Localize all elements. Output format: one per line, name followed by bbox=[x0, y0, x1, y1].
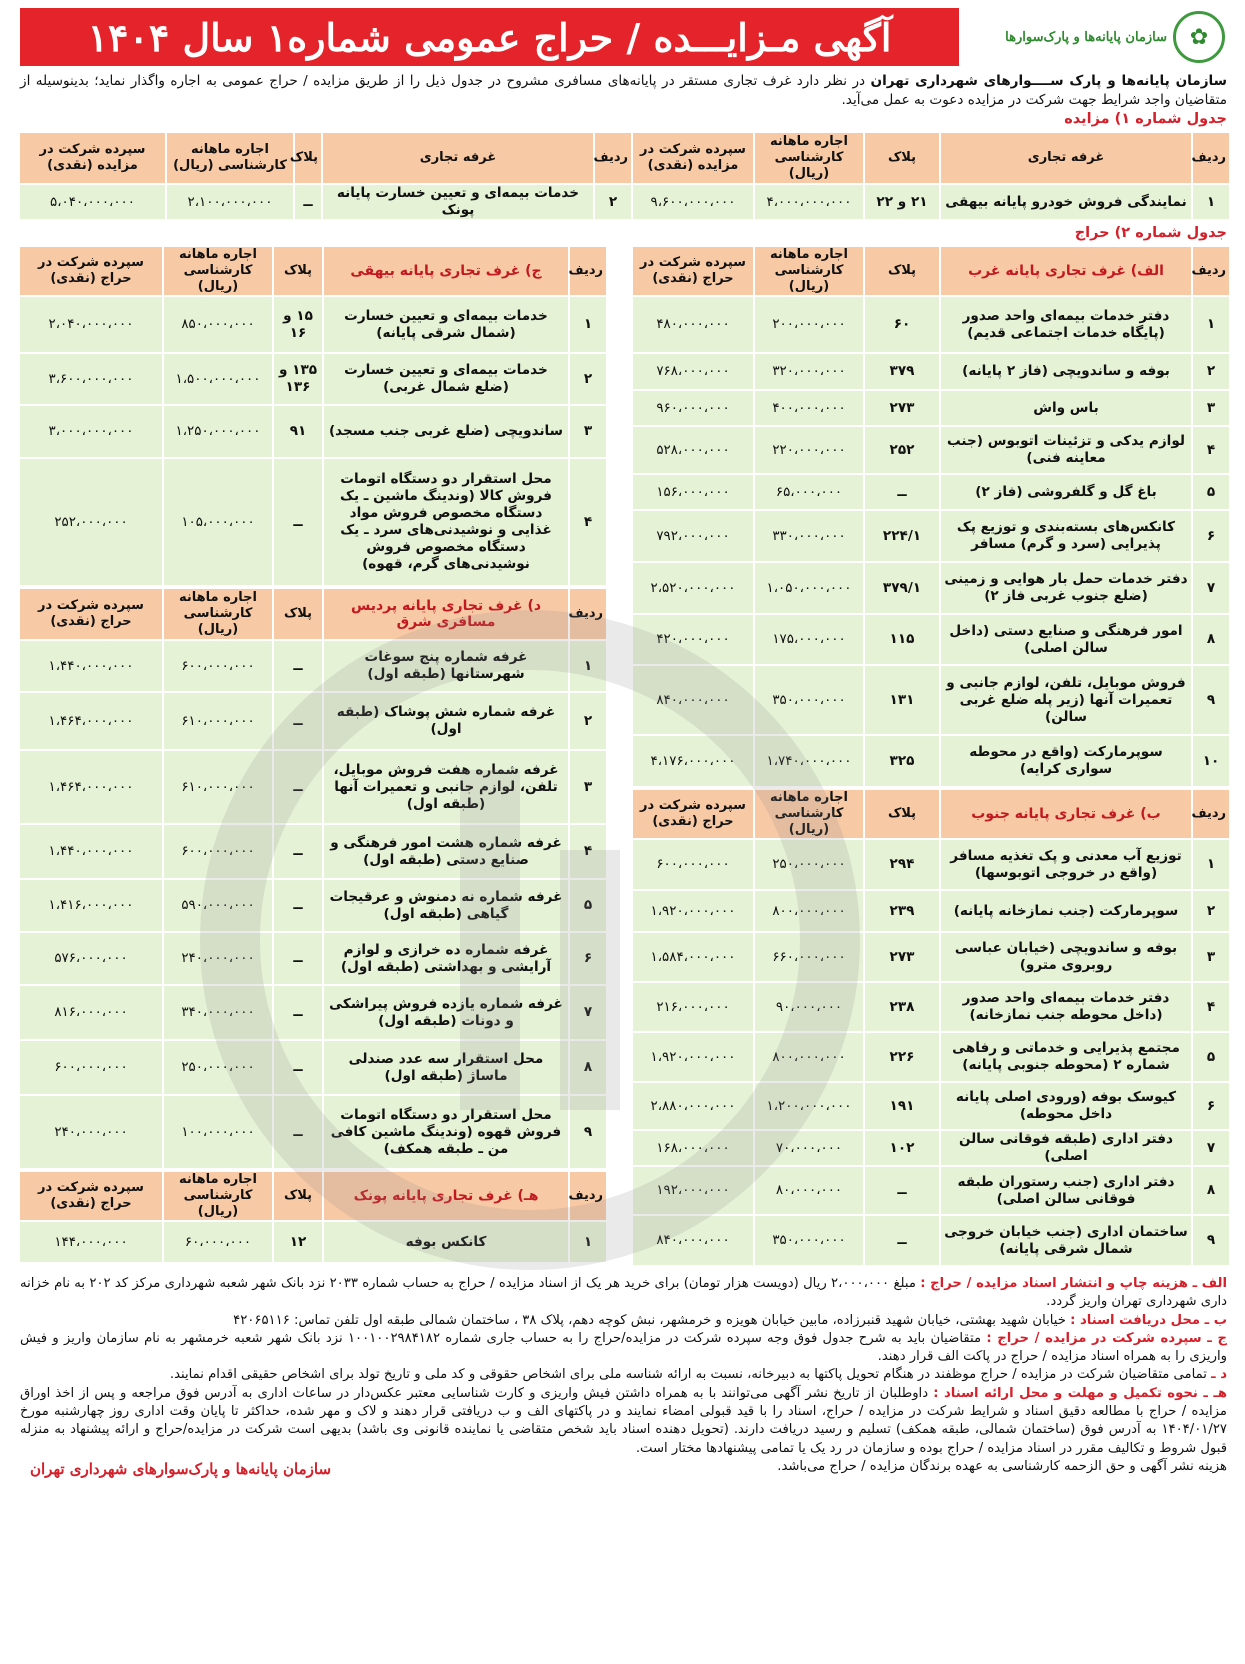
table-row bbox=[632, 839, 1230, 890]
plate: ۱۹۱ bbox=[864, 1082, 940, 1130]
plate: ۳۲۵ bbox=[864, 735, 940, 787]
plate: ۹۱ bbox=[273, 405, 323, 458]
plate: ۲۷۳ bbox=[864, 390, 940, 426]
booth-name: محل استقرار دو دستگاه اتومات فروش قهوه (وندینگ ماشین کافی من ـ طبقه همکف) bbox=[323, 1095, 569, 1169]
section-header-row bbox=[632, 789, 1230, 839]
rent: ۱،۲۰۰،۰۰۰،۰۰۰ bbox=[754, 1082, 864, 1130]
note-fees: سازمان پایانه‌ها و پارک‌سوارهای شهرداری تهران هزینه نشر آگهی و حق الزحمه کارشناسی به عهده برندگان مزایده / حراج می‌باشد. bbox=[30, 1458, 1227, 1478]
table-row bbox=[632, 735, 1230, 787]
deposit: ۳،۶۰۰،۰۰۰،۰۰۰ bbox=[19, 353, 163, 405]
deposit: ۶۰۰،۰۰۰،۰۰۰ bbox=[19, 1040, 163, 1095]
rent: ۸۰،۰۰۰،۰۰۰ bbox=[754, 1166, 864, 1215]
col-deposit: سپرده شرکت در مزایده (نقدی) bbox=[19, 132, 166, 184]
rent: ۳۴۰،۰۰۰،۰۰۰ bbox=[163, 985, 273, 1040]
booth-name: بوفه و ساندویچی (فاز ۲ پایانه) bbox=[940, 353, 1192, 390]
col-rent: اجاره ماهانه کارشناسی (ریال) bbox=[163, 588, 273, 640]
booth-name: غرفه شماره پنج سوغات شهرستانها (طبقه اول) bbox=[323, 640, 569, 692]
table-east-terminal bbox=[18, 587, 608, 1170]
col-deposit: سپرده شرکت در حراج (نقدی) bbox=[632, 246, 754, 296]
deposit: ۵۲۸،۰۰۰،۰۰۰ bbox=[632, 426, 754, 474]
row-number: ۹ bbox=[1192, 665, 1230, 735]
page-title: آگهی مـزایـــده / حراج عمومی شماره۱ سال ۱۴۰۴ bbox=[20, 8, 959, 66]
rent: ۳۳۰،۰۰۰،۰۰۰ bbox=[754, 510, 864, 562]
col-row: ردیف bbox=[569, 1171, 607, 1221]
table-row bbox=[632, 474, 1230, 510]
row-number: ۲ bbox=[1192, 353, 1230, 390]
section-header-row bbox=[632, 246, 1230, 296]
row-number: ۱ bbox=[1192, 296, 1230, 353]
deposit: ۸۱۶،۰۰۰،۰۰۰ bbox=[19, 985, 163, 1040]
section-header-row bbox=[19, 246, 607, 296]
deposit: ۳،۰۰۰،۰۰۰،۰۰۰ bbox=[19, 405, 163, 458]
col-deposit: سپرده شرکت در حراج (نقدی) bbox=[632, 789, 754, 839]
col-row: ردیف bbox=[594, 132, 632, 184]
footer-org: سازمان پایانه‌ها و پارک‌سوارهای شهرداری تهران bbox=[30, 1459, 332, 1478]
plate: ۲۵۲ bbox=[864, 426, 940, 474]
intro-org-name: سازمان پایانه‌ها و پارک ســــوارهای شهرداری تهران bbox=[870, 73, 1228, 89]
row-number: ۱ bbox=[1192, 839, 1230, 890]
booth-name: مجتمع پذیرایی و خدماتی و رفاهی شماره ۲ (محوطه جنوبی پایانه) bbox=[940, 1032, 1192, 1082]
deposit: ۱،۹۲۰،۰۰۰،۰۰۰ bbox=[632, 890, 754, 932]
deposit: ۱،۹۲۰،۰۰۰،۰۰۰ bbox=[632, 1032, 754, 1082]
deposit: ۱،۴۴۰،۰۰۰،۰۰۰ bbox=[19, 824, 163, 879]
row-number: ۲ bbox=[569, 692, 607, 750]
right-column bbox=[633, 245, 1231, 1267]
table-west-terminal bbox=[631, 245, 1231, 788]
rent: ۶۰۰،۰۰۰،۰۰۰ bbox=[163, 640, 273, 692]
row-number: ۱ bbox=[1192, 184, 1230, 220]
rent: ۱،۵۰۰،۰۰۰،۰۰۰ bbox=[163, 353, 273, 405]
row-number: ۱ bbox=[569, 296, 607, 353]
plate: ــ bbox=[273, 640, 323, 692]
col-plate: پلاک bbox=[273, 246, 323, 296]
deposit: ۱،۴۶۴،۰۰۰،۰۰۰ bbox=[19, 692, 163, 750]
deposit: ۱،۴۱۶،۰۰۰،۰۰۰ bbox=[19, 879, 163, 932]
table-row bbox=[19, 405, 607, 458]
col-plate: پلاک bbox=[273, 588, 323, 640]
plate: ــ bbox=[273, 932, 323, 985]
plate: ــ bbox=[273, 458, 323, 586]
col-deposit: سپرده شرکت در مزایده (نقدی) bbox=[632, 132, 754, 184]
row-number: ۴ bbox=[569, 458, 607, 586]
plate: ۱۱۵ bbox=[864, 614, 940, 665]
plate: ۲۷۳ bbox=[864, 932, 940, 982]
rent: ۴۰۰،۰۰۰،۰۰۰ bbox=[754, 390, 864, 426]
table-punak-terminal bbox=[18, 1170, 608, 1264]
deposit: ۲،۸۸۰،۰۰۰،۰۰۰ bbox=[632, 1082, 754, 1130]
intro-body: در نظر دارد غرف تجاری مستقر در پایانه‌های مسافری مشروح در جدول ذیل را از طریق مزایده / حراج عمومی به اجاره واگذار نماید؛ بدینوسیله از متقاضیان واجد شرایط جهت شرکت در مزایده دعوت به عمل می‌آید. bbox=[20, 73, 1227, 108]
table1-heading: جدول شماره ۱) مزایده bbox=[1064, 111, 1227, 127]
deposit: ۷۶۸،۰۰۰،۰۰۰ bbox=[632, 353, 754, 390]
row-number: ۸ bbox=[1192, 1166, 1230, 1215]
table-row bbox=[19, 879, 607, 932]
rent: ۸۵۰،۰۰۰،۰۰۰ bbox=[163, 296, 273, 353]
rent: ۶۱۰،۰۰۰،۰۰۰ bbox=[163, 692, 273, 750]
deposit: ۲۱۶،۰۰۰،۰۰۰ bbox=[632, 982, 754, 1032]
booth-name: دفتر خدمات بیمه‌ای واحد صدور (پایگاه خدمات اجتماعی قدیم) bbox=[940, 296, 1192, 353]
section-title: ب) غرف تجاری پایانه جنوب bbox=[940, 789, 1192, 839]
org-logo bbox=[959, 6, 1231, 68]
rent: ۶۰،۰۰۰،۰۰۰ bbox=[163, 1221, 273, 1263]
col-rent: اجاره ماهانه کارشناسی (ریال) bbox=[754, 789, 864, 839]
rent: ۱،۰۵۰،۰۰۰،۰۰۰ bbox=[754, 562, 864, 614]
row-number: ۹ bbox=[569, 1095, 607, 1169]
booth-name: ساختمان اداری (جنب خیابان خروجی شمال شرقی پایانه) bbox=[940, 1215, 1192, 1266]
deposit: ۱۴۴،۰۰۰،۰۰۰ bbox=[19, 1221, 163, 1263]
booth-name: ساندویچی (ضلع غربی جنب مسجد) bbox=[323, 405, 569, 458]
row-number: ۶ bbox=[569, 932, 607, 985]
row-number: ۳ bbox=[569, 405, 607, 458]
deposit: ۵،۰۴۰،۰۰۰،۰۰۰ bbox=[19, 184, 166, 220]
col-plate: پلاک bbox=[864, 789, 940, 839]
plate: ۳۷۹/۱ bbox=[864, 562, 940, 614]
table2-heading: جدول شماره ۲) حراج bbox=[1074, 225, 1227, 241]
table-row bbox=[632, 390, 1230, 426]
plate: ــ bbox=[864, 1166, 940, 1215]
table-row bbox=[632, 1032, 1230, 1082]
table-row bbox=[632, 426, 1230, 474]
col-row: ردیف bbox=[1192, 246, 1230, 296]
row-number: ۶ bbox=[1192, 1082, 1230, 1130]
plate: ــ bbox=[273, 692, 323, 750]
booth-name: کانکس‌های بسته‌بندی و توزیع پک پذیرایی (سرد و گرم) مسافر bbox=[940, 510, 1192, 562]
rent: ۴،۰۰۰،۰۰۰،۰۰۰ bbox=[754, 184, 864, 220]
deposit: ۷۹۲،۰۰۰،۰۰۰ bbox=[632, 510, 754, 562]
deposit: ۴۸۰،۰۰۰،۰۰۰ bbox=[632, 296, 754, 353]
plate: ۶۰ bbox=[864, 296, 940, 353]
row-number: ۸ bbox=[569, 1040, 607, 1095]
plate: ۱۲ bbox=[273, 1221, 323, 1263]
deposit: ۲۴۰،۰۰۰،۰۰۰ bbox=[19, 1095, 163, 1169]
plate: ۲۹۴ bbox=[864, 839, 940, 890]
deposit: ۱،۴۶۴،۰۰۰،۰۰۰ bbox=[19, 750, 163, 824]
row-number: ۲ bbox=[594, 184, 632, 220]
table-row bbox=[632, 1215, 1230, 1266]
row-number: ۲ bbox=[1192, 890, 1230, 932]
table-row bbox=[632, 982, 1230, 1032]
row-number: ۱۰ bbox=[1192, 735, 1230, 787]
note-be: ب ـ محل دریافت اسناد : خیابان شهید بهشتی، خیابان شهید قنبرزاده، مابین خیابان هویزه و خرمشهر، نبش کوچه دهم، پلاک ۳۸ ، ساختمان شمالی طبقه اول تلفن تماس: ۴۲۰۶۵۱۱۶ bbox=[233, 1312, 1227, 1328]
booth-name: لوازم یدکی و تزئینات اتوبوس (جنب معاینه فنی) bbox=[940, 426, 1192, 474]
plate: ــ bbox=[273, 824, 323, 879]
col-deposit: سپرده شرکت در حراج (نقدی) bbox=[19, 1171, 163, 1221]
table-row bbox=[19, 932, 607, 985]
table-row bbox=[19, 184, 1230, 220]
row-number: ۲ bbox=[569, 353, 607, 405]
col-rent: اجاره ماهانه کارشناسی (ریال) bbox=[754, 132, 864, 184]
table-row bbox=[632, 562, 1230, 614]
org-emblem-icon: ✿ bbox=[1173, 11, 1225, 63]
rent: ۸۰۰،۰۰۰،۰۰۰ bbox=[754, 1032, 864, 1082]
booth-name: غرفه شماره نه دمنوش و عرقیجات گیاهی (طبقه اول) bbox=[323, 879, 569, 932]
deposit: ۶۰۰،۰۰۰،۰۰۰ bbox=[632, 839, 754, 890]
note-he: هـ ـ نحوه تکمیل و مهلت و محل ارائه اسناد : داوطلبان از تاریخ نشر آگهی می‌توانند با به همراه داشتن فیش واریزی و کارت شناسایی معتبر عکس‌دار در ساعات اداری به آدرس فوق مراجعه و پس از اخذ اوراق مزایده / حراج با مطالعه دقیق اسناد و شرایط شرکت در مزایده / حراج، اسناد را با قید قبولی امضاء نمایند و در پاکتهای الف و ب دریافتی قرار دهند و لاک و مهر شده، حداکثر تا پایان وقت اداری روز چهارشنبه مورخ ۱۴۰۴/۰۱/۲۷ به آدرس فوق (ساختمان شمالی، طبقه همکف) تسلیم و رسید دریافت دارند. (تحویل دهنده اسناد باید شخص متقاضی یا نماینده قانونی وی باشد) بدیهی است شرکت در مزایده/حراج و ارائه پیشنهاد به منزله قبول شروط و تکالیف مقرر در اسناد مزایده / حراج بوده و سازمان در رد یک یا تمامی پیشنهادها مختار است. bbox=[20, 1385, 1227, 1456]
deposit: ۱۹۲،۰۰۰،۰۰۰ bbox=[632, 1166, 754, 1215]
rent: ۵۹۰،۰۰۰،۰۰۰ bbox=[163, 879, 273, 932]
booth-name: نمایندگی فروش خودرو پایانه بیهقی bbox=[940, 184, 1192, 220]
plate: ۲۳۹ bbox=[864, 890, 940, 932]
deposit: ۴۲۰،۰۰۰،۰۰۰ bbox=[632, 614, 754, 665]
booth-name: محل استقرار دو دستگاه اتومات فروش کالا (وندینگ ماشین ـ یک دستگاه مخصوص فروش مواد غذایی و نوشیدنی‌های سرد ـ یک دستگاه مخصوص فروش نوشیدنی‌های گرم، قهوه) bbox=[323, 458, 569, 586]
rent: ۲،۱۰۰،۰۰۰،۰۰۰ bbox=[166, 184, 294, 220]
rent: ۷۰،۰۰۰،۰۰۰ bbox=[754, 1130, 864, 1166]
auction-table bbox=[18, 131, 1231, 221]
sale-tables bbox=[20, 245, 1231, 1267]
col-deposit: سپرده شرکت در حراج (نقدی) bbox=[19, 246, 163, 296]
table-row bbox=[632, 614, 1230, 665]
row-number: ۴ bbox=[1192, 982, 1230, 1032]
row-number: ۷ bbox=[1192, 1130, 1230, 1166]
note-alef: الف ـ هزینه چاپ و انتشار اسناد مزایده / حراج : مبلغ ۲،۰۰۰،۰۰۰ ریال (دویست هزار تومان) برای خرید هر یک از اسناد مزایده / حراج به حساب شماره ۲۰۳۳ نزد بانک شهر شعبه شهرداری مرکز کد ۲۰۲ به نام خزانه داری شهرداری تهران واریز گردد. bbox=[20, 1276, 1227, 1310]
row-number: ۳ bbox=[1192, 390, 1230, 426]
deposit: ۹،۶۰۰،۰۰۰،۰۰۰ bbox=[632, 184, 754, 220]
plate: ۲۳۸ bbox=[864, 982, 940, 1032]
plate: ۲۲۴/۱ bbox=[864, 510, 940, 562]
notes bbox=[20, 1275, 1231, 1476]
booth-name: سوپرمارکت (واقع در محوطه سواری کرایه) bbox=[940, 735, 1192, 787]
row-number: ۱ bbox=[569, 640, 607, 692]
col-booth: غرفه تجاری bbox=[940, 132, 1192, 184]
rent: ۲۴۰،۰۰۰،۰۰۰ bbox=[163, 932, 273, 985]
row-number: ۴ bbox=[1192, 426, 1230, 474]
row-number: ۱ bbox=[569, 1221, 607, 1263]
table-south-terminal bbox=[631, 788, 1231, 1267]
plate: ــ bbox=[273, 985, 323, 1040]
deposit: ۱،۴۴۰،۰۰۰،۰۰۰ bbox=[19, 640, 163, 692]
deposit: ۸۴۰،۰۰۰،۰۰۰ bbox=[632, 665, 754, 735]
table-row bbox=[19, 353, 607, 405]
col-deposit: سپرده شرکت در حراج (نقدی) bbox=[19, 588, 163, 640]
deposit: ۲۵۲،۰۰۰،۰۰۰ bbox=[19, 458, 163, 586]
booth-name: باس واش bbox=[940, 390, 1192, 426]
deposit: ۹۶۰،۰۰۰،۰۰۰ bbox=[632, 390, 754, 426]
rent: ۹۰،۰۰۰،۰۰۰ bbox=[754, 982, 864, 1032]
section-title: د) غرف تجاری پایانه پردیس مسافری شرق bbox=[323, 588, 569, 640]
booth-name: دفتر خدمات بیمه‌ای واحد صدور (داخل محوطه جنب نمازخانه) bbox=[940, 982, 1192, 1032]
header bbox=[20, 6, 1231, 68]
row-number: ۵ bbox=[1192, 474, 1230, 510]
section-header-row bbox=[19, 588, 607, 640]
table-beyhaghi-terminal bbox=[18, 245, 608, 587]
rent: ۶۱۰،۰۰۰،۰۰۰ bbox=[163, 750, 273, 824]
booth-name: دفتر خدمات حمل بار هوایی و زمینی (ضلع جنوب غربی فاز ۲) bbox=[940, 562, 1192, 614]
rent: ۶۰۰،۰۰۰،۰۰۰ bbox=[163, 824, 273, 879]
deposit: ۱۶۸،۰۰۰،۰۰۰ bbox=[632, 1130, 754, 1166]
intro-paragraph bbox=[20, 72, 1231, 110]
col-rent: اجاره ماهانه کارشناسی (ریال) bbox=[754, 246, 864, 296]
row-number: ۹ bbox=[1192, 1215, 1230, 1266]
deposit: ۵۷۶،۰۰۰،۰۰۰ bbox=[19, 932, 163, 985]
row-number: ۶ bbox=[1192, 510, 1230, 562]
booth-name: خدمات بیمه‌ای و تعیین خسارت (شمال شرقی پایانه) bbox=[323, 296, 569, 353]
row-number: ۸ bbox=[1192, 614, 1230, 665]
table-row bbox=[632, 296, 1230, 353]
booth-name: محل استقرار سه عدد صندلی ماساژ (طبقه اول) bbox=[323, 1040, 569, 1095]
table-row bbox=[19, 692, 607, 750]
deposit: ۴،۱۷۶،۰۰۰،۰۰۰ bbox=[632, 735, 754, 787]
row-number: ۷ bbox=[569, 985, 607, 1040]
col-plate: پلاک bbox=[864, 246, 940, 296]
booth-name: غرفه شماره ده خرازی و لوازم آرایشی و بهداشتی (طبقه اول) bbox=[323, 932, 569, 985]
plate: ۲۲۶ bbox=[864, 1032, 940, 1082]
booth-name: توزیع آب معدنی و پک تغذیه مسافر (واقع در خروجی اتوبوسها) bbox=[940, 839, 1192, 890]
section-header-row bbox=[19, 1171, 607, 1221]
note-jim: ج ـ سپرده شرکت در مزایده / حراج : متقاضیان باید به شرح جدول فوق وجه سپرده شرکت در مزایده/حراج را به حساب جاری شماره ۱۰۰۱۰۰۲۹۸۴۱۸۲ نزد بانک شهر شعبه خرمشهر به نام سازمان واریز و فیش واریزی را به همراه اسناد مزایده / حراج در پاکت الف قرار دهند. bbox=[20, 1330, 1227, 1365]
rent: ۳۵۰،۰۰۰،۰۰۰ bbox=[754, 665, 864, 735]
booth-name: خدمات بیمه‌ای و تعیین خسارت (ضلع شمال غربی) bbox=[323, 353, 569, 405]
plate: ۱۰۲ bbox=[864, 1130, 940, 1166]
col-row: ردیف bbox=[569, 246, 607, 296]
rent: ۲۲۰،۰۰۰،۰۰۰ bbox=[754, 426, 864, 474]
row-number: ۷ bbox=[1192, 562, 1230, 614]
col-plate: پلاک bbox=[294, 132, 322, 184]
rent: ۸۰۰،۰۰۰،۰۰۰ bbox=[754, 890, 864, 932]
booth-name: فروش موبایل، تلفن، لوازم جانبی و تعمیرات آنها (زیر پله ضلع غربی سالن) bbox=[940, 665, 1192, 735]
booth-name: کانکس بوفه bbox=[323, 1221, 569, 1263]
rent: ۳۲۰،۰۰۰،۰۰۰ bbox=[754, 353, 864, 390]
table-row bbox=[632, 1082, 1230, 1130]
rent: ۶۵،۰۰۰،۰۰۰ bbox=[754, 474, 864, 510]
col-row: ردیف bbox=[569, 588, 607, 640]
table-row bbox=[632, 353, 1230, 390]
row-number: ۳ bbox=[1192, 932, 1230, 982]
plate: ــ bbox=[273, 1040, 323, 1095]
deposit: ۱،۵۸۴،۰۰۰،۰۰۰ bbox=[632, 932, 754, 982]
section-title: ج) غرف تجاری پایانه بیهقی bbox=[323, 246, 569, 296]
col-plate: پلاک bbox=[864, 132, 940, 184]
booth-name: سوپرمارکت (جنب نمازخانه پایانه) bbox=[940, 890, 1192, 932]
rent: ۱۷۵،۰۰۰،۰۰۰ bbox=[754, 614, 864, 665]
org-logo-text: سازمان پایانه‌ها و پارک‌سوارها bbox=[1005, 29, 1167, 45]
plate: ۱۵ و ۱۶ bbox=[273, 296, 323, 353]
plate: ۱۳۱ bbox=[864, 665, 940, 735]
section-title: هـ) غرف تجاری پایانه پونک bbox=[323, 1171, 569, 1221]
table-row bbox=[19, 1095, 607, 1169]
rent: ۲۵۰،۰۰۰،۰۰۰ bbox=[163, 1040, 273, 1095]
col-booth: غرفه تجاری bbox=[322, 132, 594, 184]
table-row bbox=[632, 1130, 1230, 1166]
left-column bbox=[20, 245, 608, 1267]
deposit: ۲،۰۴۰،۰۰۰،۰۰۰ bbox=[19, 296, 163, 353]
booth-name: غرفه شماره هفت فروش موبایل، تلفن، لوازم جانبی و تعمیرات آنها (طبقه اول) bbox=[323, 750, 569, 824]
table-row bbox=[632, 932, 1230, 982]
plate: ــ bbox=[273, 1095, 323, 1169]
rent: ۱،۷۴۰،۰۰۰،۰۰۰ bbox=[754, 735, 864, 787]
note-dal: د ـ تمامی متقاضیان شرکت در مزایده / حراج موظفند در هنگام تحویل پاکتها به دبیرخانه، نسبت به ارائه شناسه ملی برای اشخاص حقوقی و کد ملی و تاریخ تولد برای اشخاص حقیقی اقدام نمایند. bbox=[169, 1367, 1227, 1383]
plate: ــ bbox=[864, 1215, 940, 1266]
booth-name: باغ گل و گلفروشی (فاز ۲) bbox=[940, 474, 1192, 510]
booth-name: غرفه شماره یازده فروش پیراشکی و دونات (طبقه اول) bbox=[323, 985, 569, 1040]
row-number: ۵ bbox=[1192, 1032, 1230, 1082]
plate: ــ bbox=[294, 184, 322, 220]
plate: ــ bbox=[864, 474, 940, 510]
booth-name: دفتر اداری (طبقه فوقانی سالن اصلی) bbox=[940, 1130, 1192, 1166]
plate: ۱۳۵ و ۱۳۶ bbox=[273, 353, 323, 405]
booth-name: بوفه و ساندویچی (خیابان عباسی روبروی مترو) bbox=[940, 932, 1192, 982]
booth-name: غرفه شماره هشت امور فرهنگی و صنایع دستی (طبقه اول) bbox=[323, 824, 569, 879]
rent: ۱،۲۵۰،۰۰۰،۰۰۰ bbox=[163, 405, 273, 458]
table-row bbox=[19, 1221, 607, 1263]
rent: ۳۵۰،۰۰۰،۰۰۰ bbox=[754, 1215, 864, 1266]
table-row bbox=[632, 665, 1230, 735]
deposit: ۲،۵۲۰،۰۰۰،۰۰۰ bbox=[632, 562, 754, 614]
col-plate: پلاک bbox=[273, 1171, 323, 1221]
table-row bbox=[19, 640, 607, 692]
table-row bbox=[19, 824, 607, 879]
table-row bbox=[632, 510, 1230, 562]
table-row bbox=[19, 296, 607, 353]
row-number: ۴ bbox=[569, 824, 607, 879]
booth-name: امور فرهنگی و صنایع دستی (داخل سالن اصلی) bbox=[940, 614, 1192, 665]
rent: ۱۰۵،۰۰۰،۰۰۰ bbox=[163, 458, 273, 586]
booth-name: کیوسک بوفه (ورودی اصلی پایانه داخل محوطه) bbox=[940, 1082, 1192, 1130]
col-rent: اجاره ماهانه کارشناسی (ریال) bbox=[166, 132, 294, 184]
col-row: ردیف bbox=[1192, 789, 1230, 839]
table-row bbox=[632, 890, 1230, 932]
col-row: ردیف bbox=[1192, 132, 1230, 184]
rent: ۲۰۰،۰۰۰،۰۰۰ bbox=[754, 296, 864, 353]
col-rent: اجاره ماهانه کارشناسی (ریال) bbox=[163, 1171, 273, 1221]
plate: ۲۱ و ۲۲ bbox=[864, 184, 940, 220]
deposit: ۱۵۶،۰۰۰،۰۰۰ bbox=[632, 474, 754, 510]
booth-name: دفتر اداری (جنب رستوران طبقه فوقانی سالن اصلی) bbox=[940, 1166, 1192, 1215]
table-row bbox=[19, 458, 607, 586]
section-title: الف) غرف تجاری پایانه غرب bbox=[940, 246, 1192, 296]
plate: ــ bbox=[273, 750, 323, 824]
rent: ۲۵۰،۰۰۰،۰۰۰ bbox=[754, 839, 864, 890]
table-row bbox=[19, 985, 607, 1040]
row-number: ۵ bbox=[569, 879, 607, 932]
booth-name: غرفه شماره شش پوشاک (طبقه اول) bbox=[323, 692, 569, 750]
table-row bbox=[19, 750, 607, 824]
rent: ۱۰۰،۰۰۰،۰۰۰ bbox=[163, 1095, 273, 1169]
table-row bbox=[632, 1166, 1230, 1215]
col-rent: اجاره ماهانه کارشناسی (ریال) bbox=[163, 246, 273, 296]
plate: ۳۷۹ bbox=[864, 353, 940, 390]
booth-name: خدمات بیمه‌ای و تعیین خسارت پایانه پونک bbox=[322, 184, 594, 220]
rent: ۶۶۰،۰۰۰،۰۰۰ bbox=[754, 932, 864, 982]
plate: ــ bbox=[273, 879, 323, 932]
deposit: ۸۴۰،۰۰۰،۰۰۰ bbox=[632, 1215, 754, 1266]
table-row bbox=[19, 1040, 607, 1095]
row-number: ۳ bbox=[569, 750, 607, 824]
